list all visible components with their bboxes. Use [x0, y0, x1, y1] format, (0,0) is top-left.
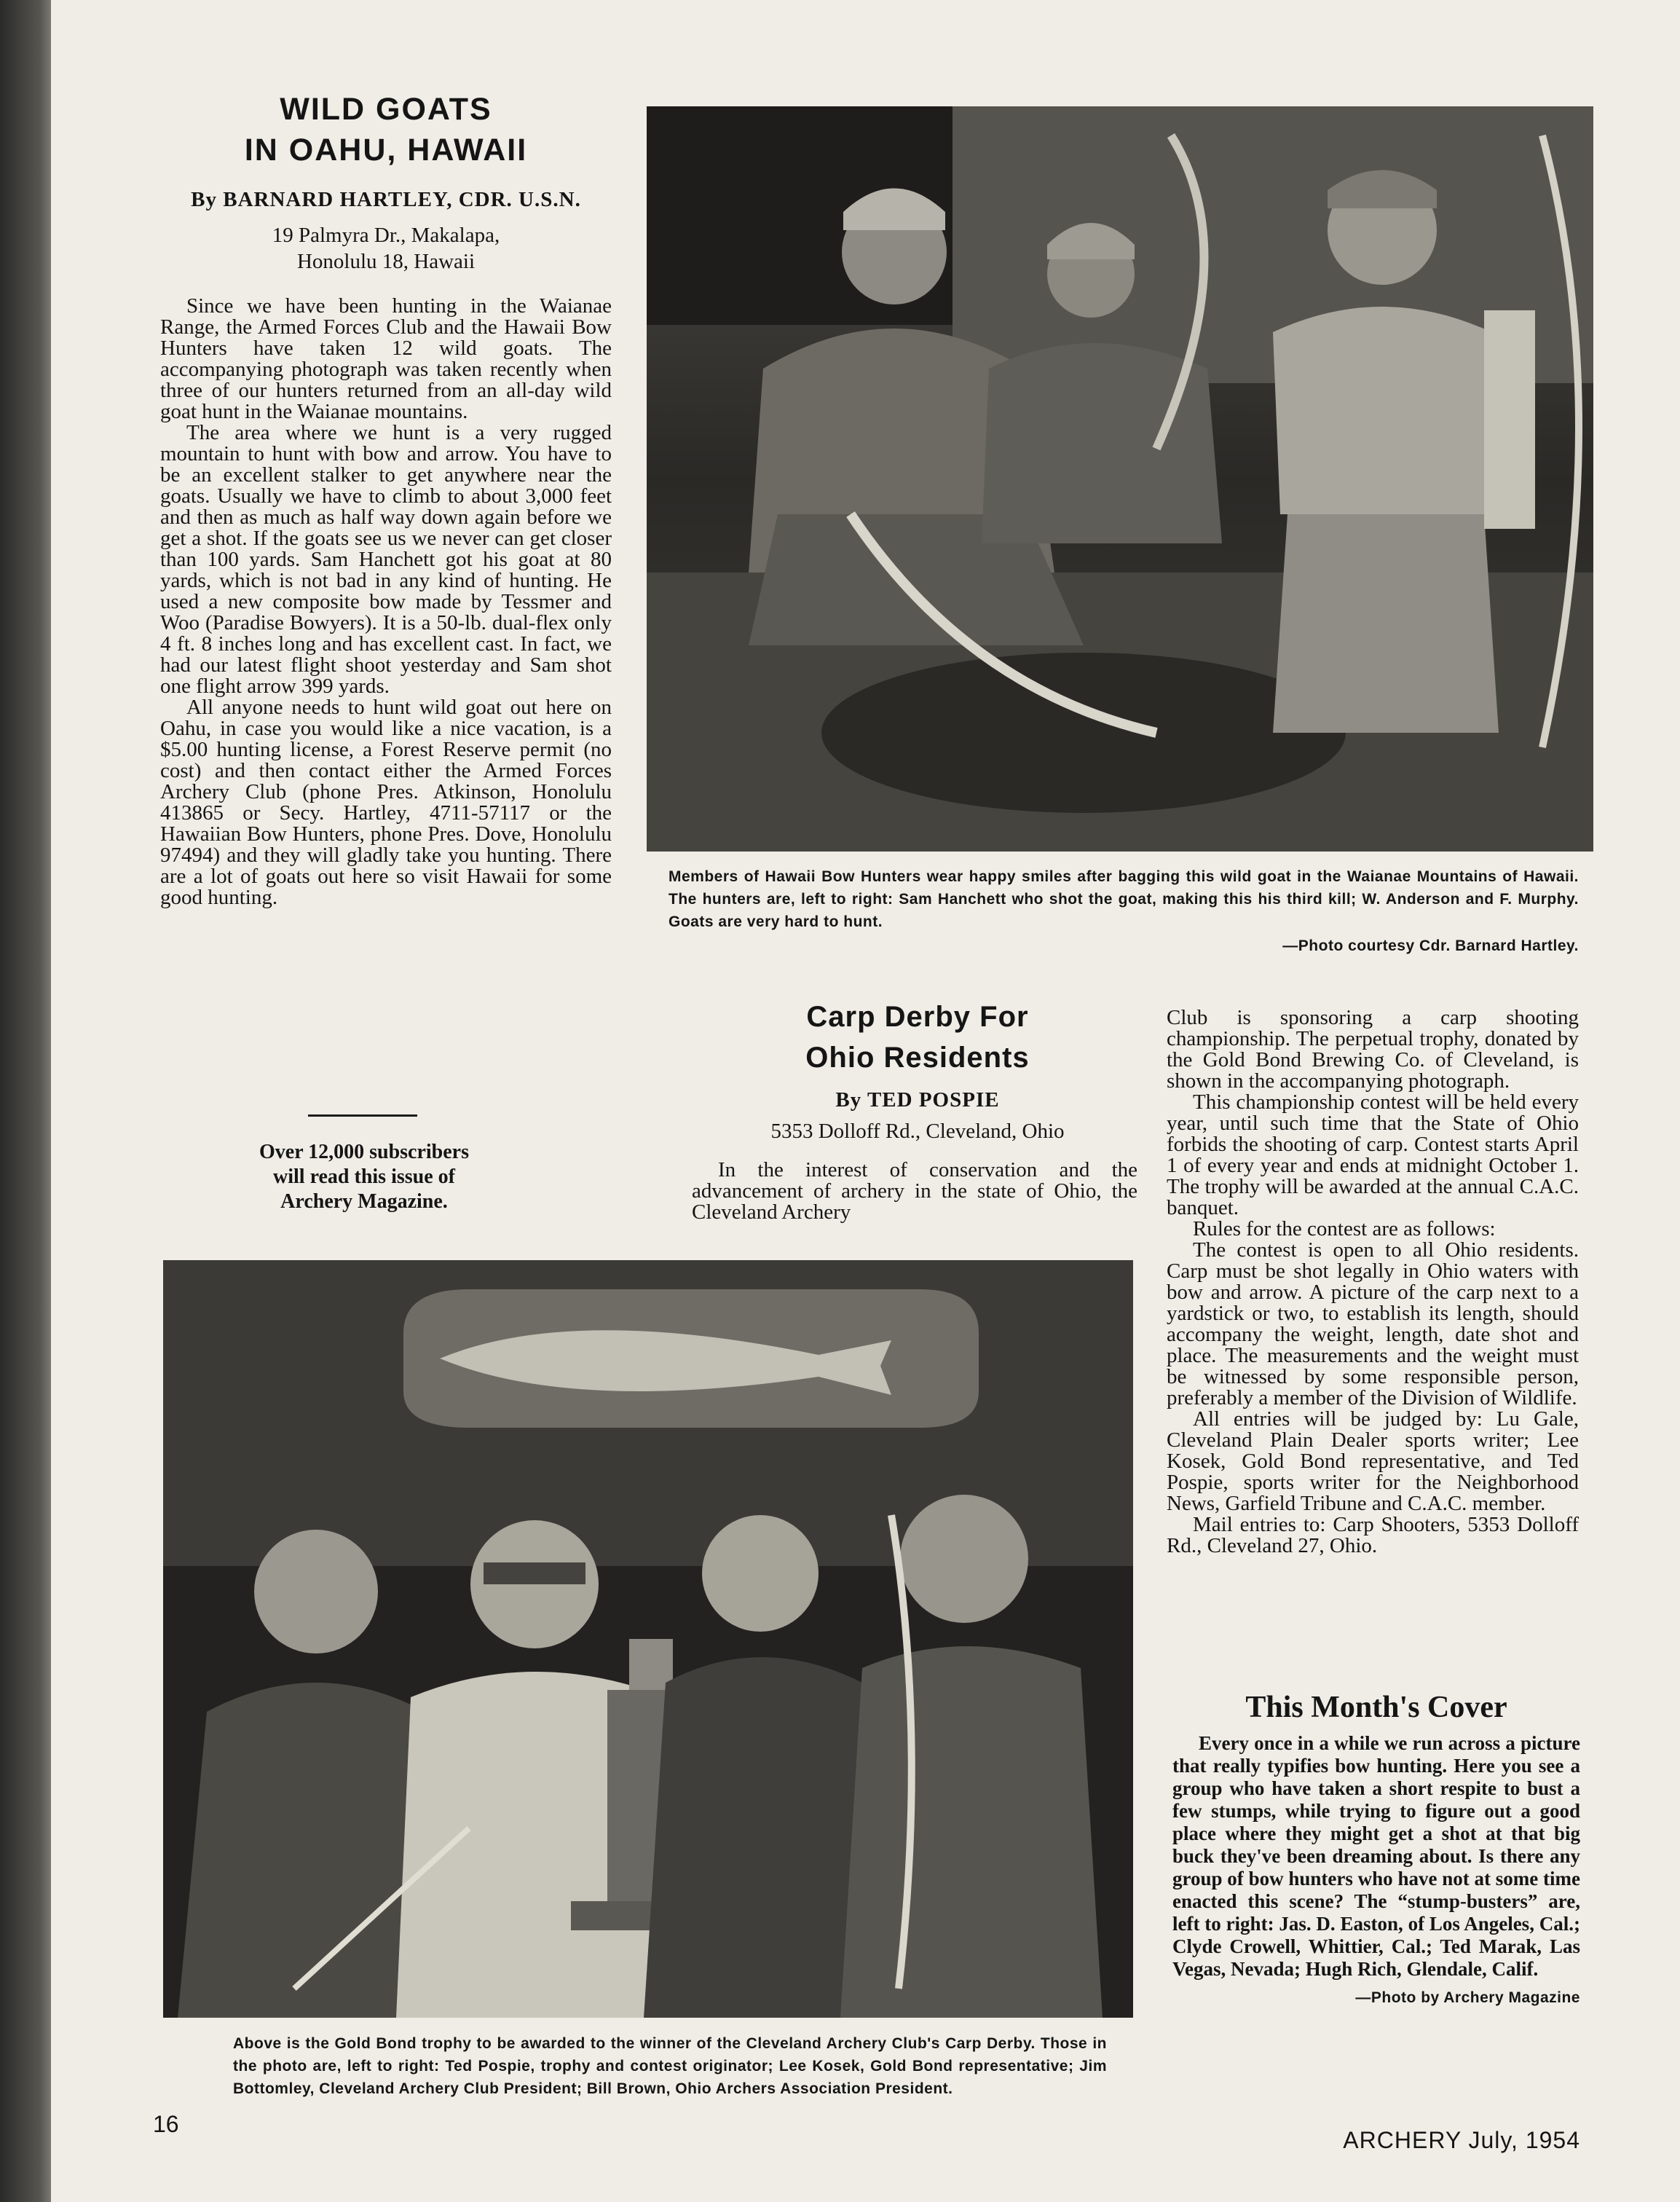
paragraph: Mail entries to: Carp Shooters, 5353 Dolloff Rd., Cleveland 27, Ohio. — [1167, 1513, 1579, 1557]
trophy-photo-caption: Above is the Gold Bond trophy to be awarded to the winner of the Cleveland Archery Club's Carp Derby. Those in the photo are, left to right: Ted Pospie, trophy and contest originator; Lee Kosek, Gold Bond representative; Jim Bottomley, Cleveland Archery Club President; Bill Brown, Ohio Archers Association President. — [233, 2035, 1107, 2097]
carp-title-line-2: Ohio Residents — [805, 1042, 1030, 1074]
paragraph: All entries will be judged by: Lu Gale, Cleveland Plain Dealer sports writer; Lee Kosek, Gold Bond representative, and Ted Pospie, sports writer for the Neighborhood News, Garfield Tribune and C.A.C. member. — [1167, 1407, 1579, 1515]
address-line-2: Honolulu 18, Hawaii — [296, 250, 476, 273]
paragraph: All anyone needs to hunt wild goat out here on Oahu, in case you would like a nice vacation, is a $5.00 hunting license, a Forest Reserve permit (no cost) and then contact either the Armed Forces Archery Club (phone Pres. Atkinson, Honolulu 413865 or Secy. Hartley, 4711-57117 or the Hawaiian Bow Hunters, phone Pres. Dove, Honolulu 97494) and they will gladly take you hunting. There are a lot of goats out here so visit Hawaii for some good hunting. — [160, 696, 612, 909]
article-wild-goats — [160, 89, 612, 275]
hunters-photo-credit: —Photo courtesy Cdr. Barnard Hartley. — [1282, 937, 1579, 954]
byline: By BARNARD HARTLEY, CDR. U.S.N. — [191, 188, 581, 211]
trophy-photo-image — [163, 1260, 1133, 2018]
title-line-2: IN OAHU, HAWAII — [244, 133, 528, 168]
cover-note-title: This Month's Cover — [1245, 1691, 1507, 1724]
paragraph: The contest is open to all Ohio residents. Carp must be shot legally in Ohio waters with bow and arrow. A picture of the carp next to a yardstick or two, to establish its length, should accompany the weight, length, date shot and place. The measurements and the weight must be witnessed by some responsible person, preferably a member of the Division of Wildlife. — [1167, 1238, 1579, 1409]
address — [160, 222, 612, 275]
hunters-photo-caption: Members of Hawaii Bow Hunters wear happy smiles after bagging this wild goat in the Waianae Mountains of Hawaii. The hunters are, left to right: Sam Hanchett who shot the goat, making this his third kill; W. Anderson and F. Murphy. Goats are very hard to hunt. — [669, 868, 1579, 930]
carp-address: 5353 Dolloff Rd., Cleveland, Ohio — [770, 1120, 1065, 1143]
article-carp-derby — [692, 996, 1143, 1144]
cover-note-credit: —Photo by Archery Magazine — [1355, 1989, 1580, 2006]
title-line-1: WILD GOATS — [280, 92, 492, 127]
hunters-photo-image — [647, 106, 1593, 852]
carp-continuation — [1167, 1007, 1579, 1557]
carp-byline: By TED POSPIE — [835, 1088, 1000, 1112]
subscribers-line-1: Over 12,000 subscribers — [259, 1141, 470, 1163]
trophy-photo — [163, 1260, 1133, 2018]
paragraph: In the interest of conservation and the advancement of archery in the state of Ohio, the Cleveland Archery — [692, 1158, 1137, 1224]
divider — [308, 1114, 417, 1117]
article-body — [160, 296, 612, 908]
carp-title-line-1: Carp Derby For — [806, 1001, 1029, 1033]
paragraph: The area where we hunt is a very rugged mountain to hunt with bow and arrow. You have to be an excellent stalker to get anywhere near the goats. Usually we have to climb to about 3,000 feet and then as much as half way down again before we get a shot. If the goats see us we never can get closer than 100 yards. Sam Hanchett got his goat at 80 yards, which is not bad in any kind of hunting. He used a new composite bow made by Tessmer and Woo (Paradise Bowyers). It is a 50-lb. dual-flex only 4 ft. 8 inches long and has excellent cast. In fact, we had our latest flight shoot yesterday and Sam shot one flight arrow 399 yards. — [160, 421, 612, 698]
hunters-photo — [647, 106, 1593, 852]
paragraph: Rules for the contest are as follows: — [1193, 1217, 1496, 1240]
cover-note-body — [1172, 1732, 1580, 1981]
magazine-issue: ARCHERY July, 1954 — [1343, 2127, 1580, 2153]
subscribers-line-2: will read this issue of — [273, 1165, 455, 1188]
subscribers-line-3: Archery Magazine. — [280, 1190, 448, 1213]
subscribers-note — [218, 1140, 510, 1214]
paragraph: This championship contest will be held every year, until such time that the State of Ohio forbids the shooting of carp. Contest starts April 1 of every year and ends at midnight October 1. The trophy will be awarded at the annual C.A.C. banquet. — [1167, 1090, 1579, 1219]
carp-lead — [692, 1160, 1137, 1223]
article-title — [160, 89, 612, 170]
magazine-page — [51, 0, 1680, 2202]
page-number: 16 — [153, 2111, 179, 2137]
carp-title — [692, 996, 1143, 1078]
address-line-1: 19 Palmyra Dr., Makalapa, — [272, 224, 500, 247]
paragraph: Every once in a while we run across a picture that really typifies bow hunting. Here you see a group who have taken a short respite to bust a few stumps, while trying to figure out a good place where they might get a shot at that big buck they've been dreaming about. Is there any group of bow hunters who have not at some time enacted this scene? The “stump-busters” are, left to right: Jas. D. Easton, of Los Angeles, Cal.; Clyde Crowell, Whittier, Cal.; Ted Marak, Las Vegas, Nevada; Hugh Rich, Glendale, Calif. — [1172, 1732, 1580, 1980]
cover-note — [1172, 1687, 1580, 2009]
paragraph: Club is sponsoring a carp shooting championship. The perpetual trophy, donated by the Gold Bond Brewing Co. of Cleveland, is shown in the accompanying photograph. — [1167, 1006, 1579, 1093]
paragraph: Since we have been hunting in the Waianae Range, the Armed Forces Club and the Hawaii Bow Hunters have taken 12 wild goats. The accompanying photograph was taken recently when three of our hunters returned from an all-day wild goat hunt in the Waianae mountains. — [160, 294, 612, 423]
